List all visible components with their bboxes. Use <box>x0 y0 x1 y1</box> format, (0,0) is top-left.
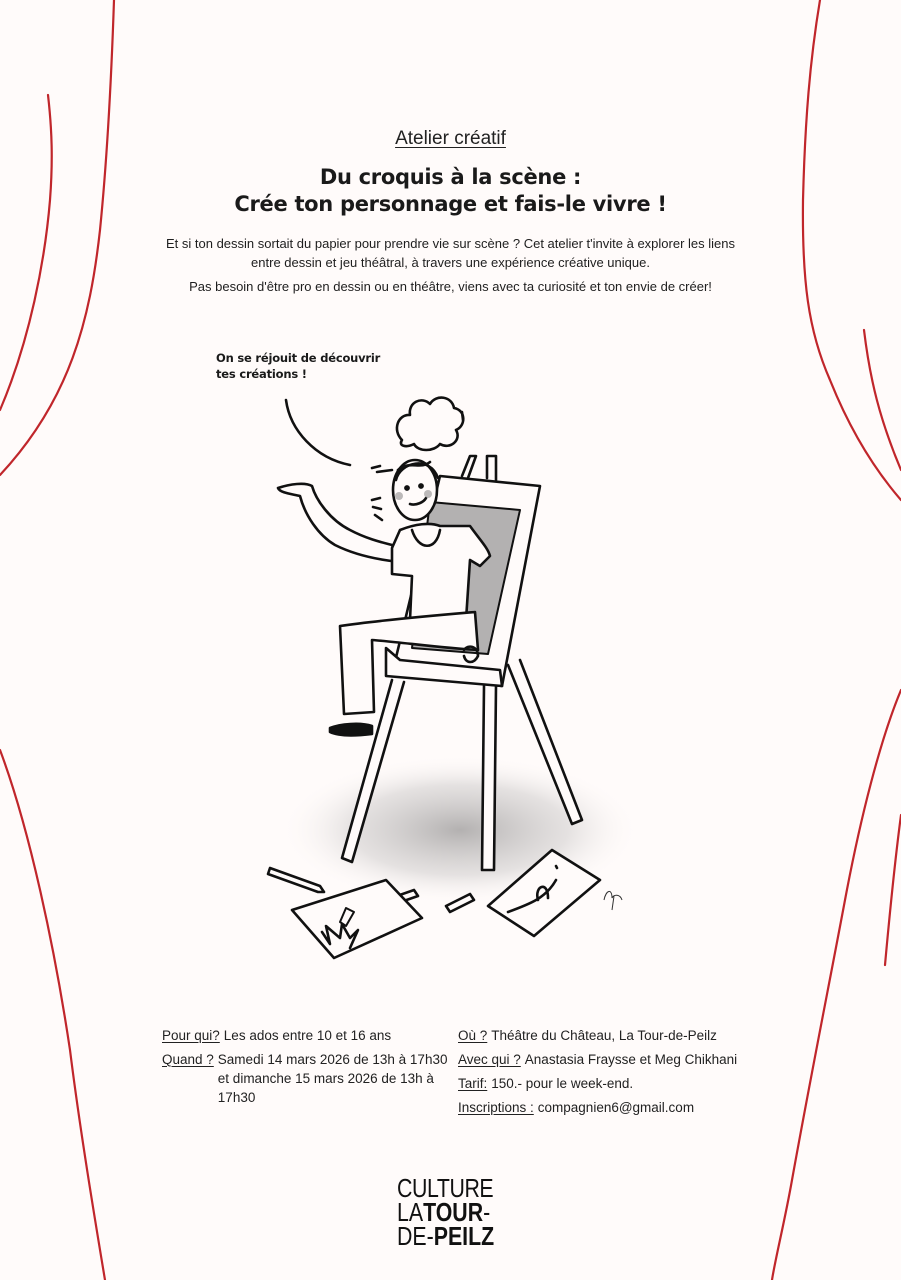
details-left-column <box>162 1026 452 1112</box>
logo-text: DE- <box>397 1221 434 1251</box>
detail-label: Où ? <box>458 1028 488 1043</box>
detail-value: Samedi 14 mars 2026 de 13h à 17h30 et dimanche 15 mars 2026 de 13h à 17h30 <box>217 1052 448 1105</box>
logo-line-3 <box>397 1221 495 1251</box>
title-line-2: Crée ton personnage et fais-le vivre ! <box>234 192 667 216</box>
speech-line-1: On se réjouit de découvrir <box>216 351 381 365</box>
detail-value: Les ados entre 10 et 16 ans <box>223 1028 392 1043</box>
logo-text-bold: TOUR <box>423 1197 484 1227</box>
intro-paragraph-1: Et si ton dessin sortait du papier pour prendre vie sur scène ? Cet atelier t'invite à explorer les liens entre dessin et jeu théâtral, à travers une expérience créative unique. <box>166 236 735 270</box>
logo-text-bold: PEILZ <box>433 1221 495 1251</box>
detail-value: Anastasia Fraysse et Meg Chikhani <box>524 1052 738 1067</box>
culture-la-tour-de-peilz-logo <box>397 1173 507 1251</box>
logo-text: - <box>483 1197 491 1227</box>
detail-label: Pour qui? <box>162 1028 220 1043</box>
detail-label: Tarif: <box>458 1076 488 1091</box>
detail-where <box>458 1026 758 1045</box>
detail-label: Inscriptions : <box>458 1100 534 1115</box>
details-right-column <box>458 1026 758 1122</box>
detail-when <box>162 1050 452 1107</box>
title-line-1: Du croquis à la scène : <box>319 165 582 189</box>
page-title <box>0 164 901 218</box>
logo-text: LA <box>397 1197 424 1227</box>
detail-value: Théâtre du Château, La Tour-de-Peilz <box>491 1028 717 1043</box>
speech-line-2: tes créations ! <box>216 367 307 381</box>
detail-audience <box>162 1026 452 1045</box>
detail-price <box>458 1074 758 1093</box>
easel-character-illustration <box>260 380 640 980</box>
kicker-label: Atelier créatif <box>395 128 506 149</box>
detail-label: Quand ? <box>162 1052 214 1067</box>
detail-value: 150.- pour le week-end. <box>491 1076 634 1091</box>
registration-email-link[interactable]: compagnien6@gmail.com <box>537 1100 695 1115</box>
detail-label: Avec qui ? <box>458 1052 521 1067</box>
logo-line-1: CULTURE <box>397 1173 494 1203</box>
detail-with-whom <box>458 1050 758 1069</box>
intro-text <box>150 234 751 296</box>
speech-bubble-text <box>216 350 406 382</box>
detail-registration <box>458 1098 758 1117</box>
intro-paragraph-2: Pas besoin d'être pro en dessin ou en théâtre, viens avec ta curiosité et ton envie de créer! <box>189 279 712 294</box>
